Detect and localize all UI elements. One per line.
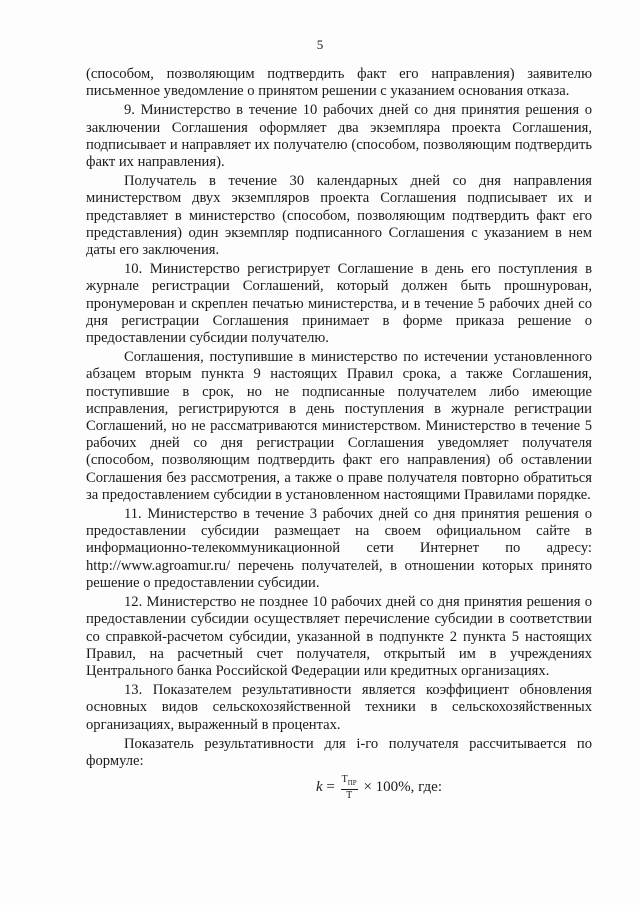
formula-fraction <box>341 774 358 801</box>
formula-numerator-subscript: ПР <box>347 779 357 788</box>
formula-numerator: $Т_{ПР}$ <box>341 774 358 790</box>
paragraph-item-10: 10. Министерство регистрирует Соглашение в день его поступления в журнале регистрации Соглашений, который должен быть прошнурован, пронумерован и скреплен печатью министерства, и в течение 5 рабочих дней со дня регистрации Соглашения принимает в форме приказа решение о предоставлении субсидии получателю. <box>86 261 592 347</box>
page-number: 5 <box>316 37 324 52</box>
formula-equals: = <box>326 779 335 796</box>
paragraph-formula-intro: Показатель результативности для i-го получателя рассчитывается по формуле: <box>86 735 592 769</box>
formula-lhs: k <box>315 779 323 796</box>
formula-denominator: Т <box>346 790 353 802</box>
paragraph-late-agreements: Соглашения, поступившие в министерство по истечении установленного абзацем вторым пункта 9 настоящих Правил срока, а также Соглашения, поступившие в срок, но не подписанные получателем либо имеющие исправления, регистрируются в день поступления в журнале регистрации Соглашений, но не рассматриваются министерством. Министерство в течение 5 рабочих дней со дня регистрации Соглашения уведомляет получателя (способом, позволяющим подтвердить факт его направления) об оставлении Соглашения без рассмотрения, а также о праве получателя повторно обратиться за предоставлением субсидии в установленном настоящими Правилами порядке. <box>86 349 592 503</box>
paragraph-item-12: 12. Министерство не позднее 10 рабочих дней со дня принятия решения о предоставлении субсидии осуществляет перечисление субсидии в соответствии со справкой-расчетом субсидии, указанной в подпункте 2 пункта 5 настоящих Правил, на расчетный счет получателя, открытый им в учреждениях Центрального банка Российской Федерации или кредитных организациях. <box>86 594 592 679</box>
paragraph-recipient-signing: Получатель в течение 30 календарных дней со дня направления министерством двух экземпляров проекта Соглашения подписывает их и представляет в министерство (способом, позволяющим подтвердить факт его представления) один экземпляр подписанного Соглашения с указанием в нем даты его заключения. <box>86 173 592 259</box>
paragraph-item-9: 9. Министерство в течение 10 рабочих дней со дня принятия решения о заключении Соглашения оформляет два экземпляра проекта Соглашения, подписывает и направляет их получателю (способом, позволяющим подтвердить факт их направления). <box>86 102 592 171</box>
formula <box>86 774 592 801</box>
document-body <box>86 66 592 801</box>
paragraph-item-11: 11. Министерство в течение 3 рабочих дней со дня принятия решения о предоставлении субсидии размещает на своем официальном сайте в информационно-телекоммуникационной сети Интернет по адресу: http://www.agroamur.ru/ перечень получателей, в отношении которых принято решение о предоставлении субсидии. <box>86 506 592 591</box>
paragraph-continuation: (способом, позволяющим подтвердить факт его направления) заявителю письменное уведомление о принятом решении с указанием основания отказа. <box>86 66 592 100</box>
formula-rhs: × 100%, где: <box>363 779 443 796</box>
paragraph-item-13: 13. Показателем результативности является коэффициент обновления основных видов сельскохозяйственной техники в сельскохозяйственных организациях, выраженный в процентах. <box>86 682 592 733</box>
